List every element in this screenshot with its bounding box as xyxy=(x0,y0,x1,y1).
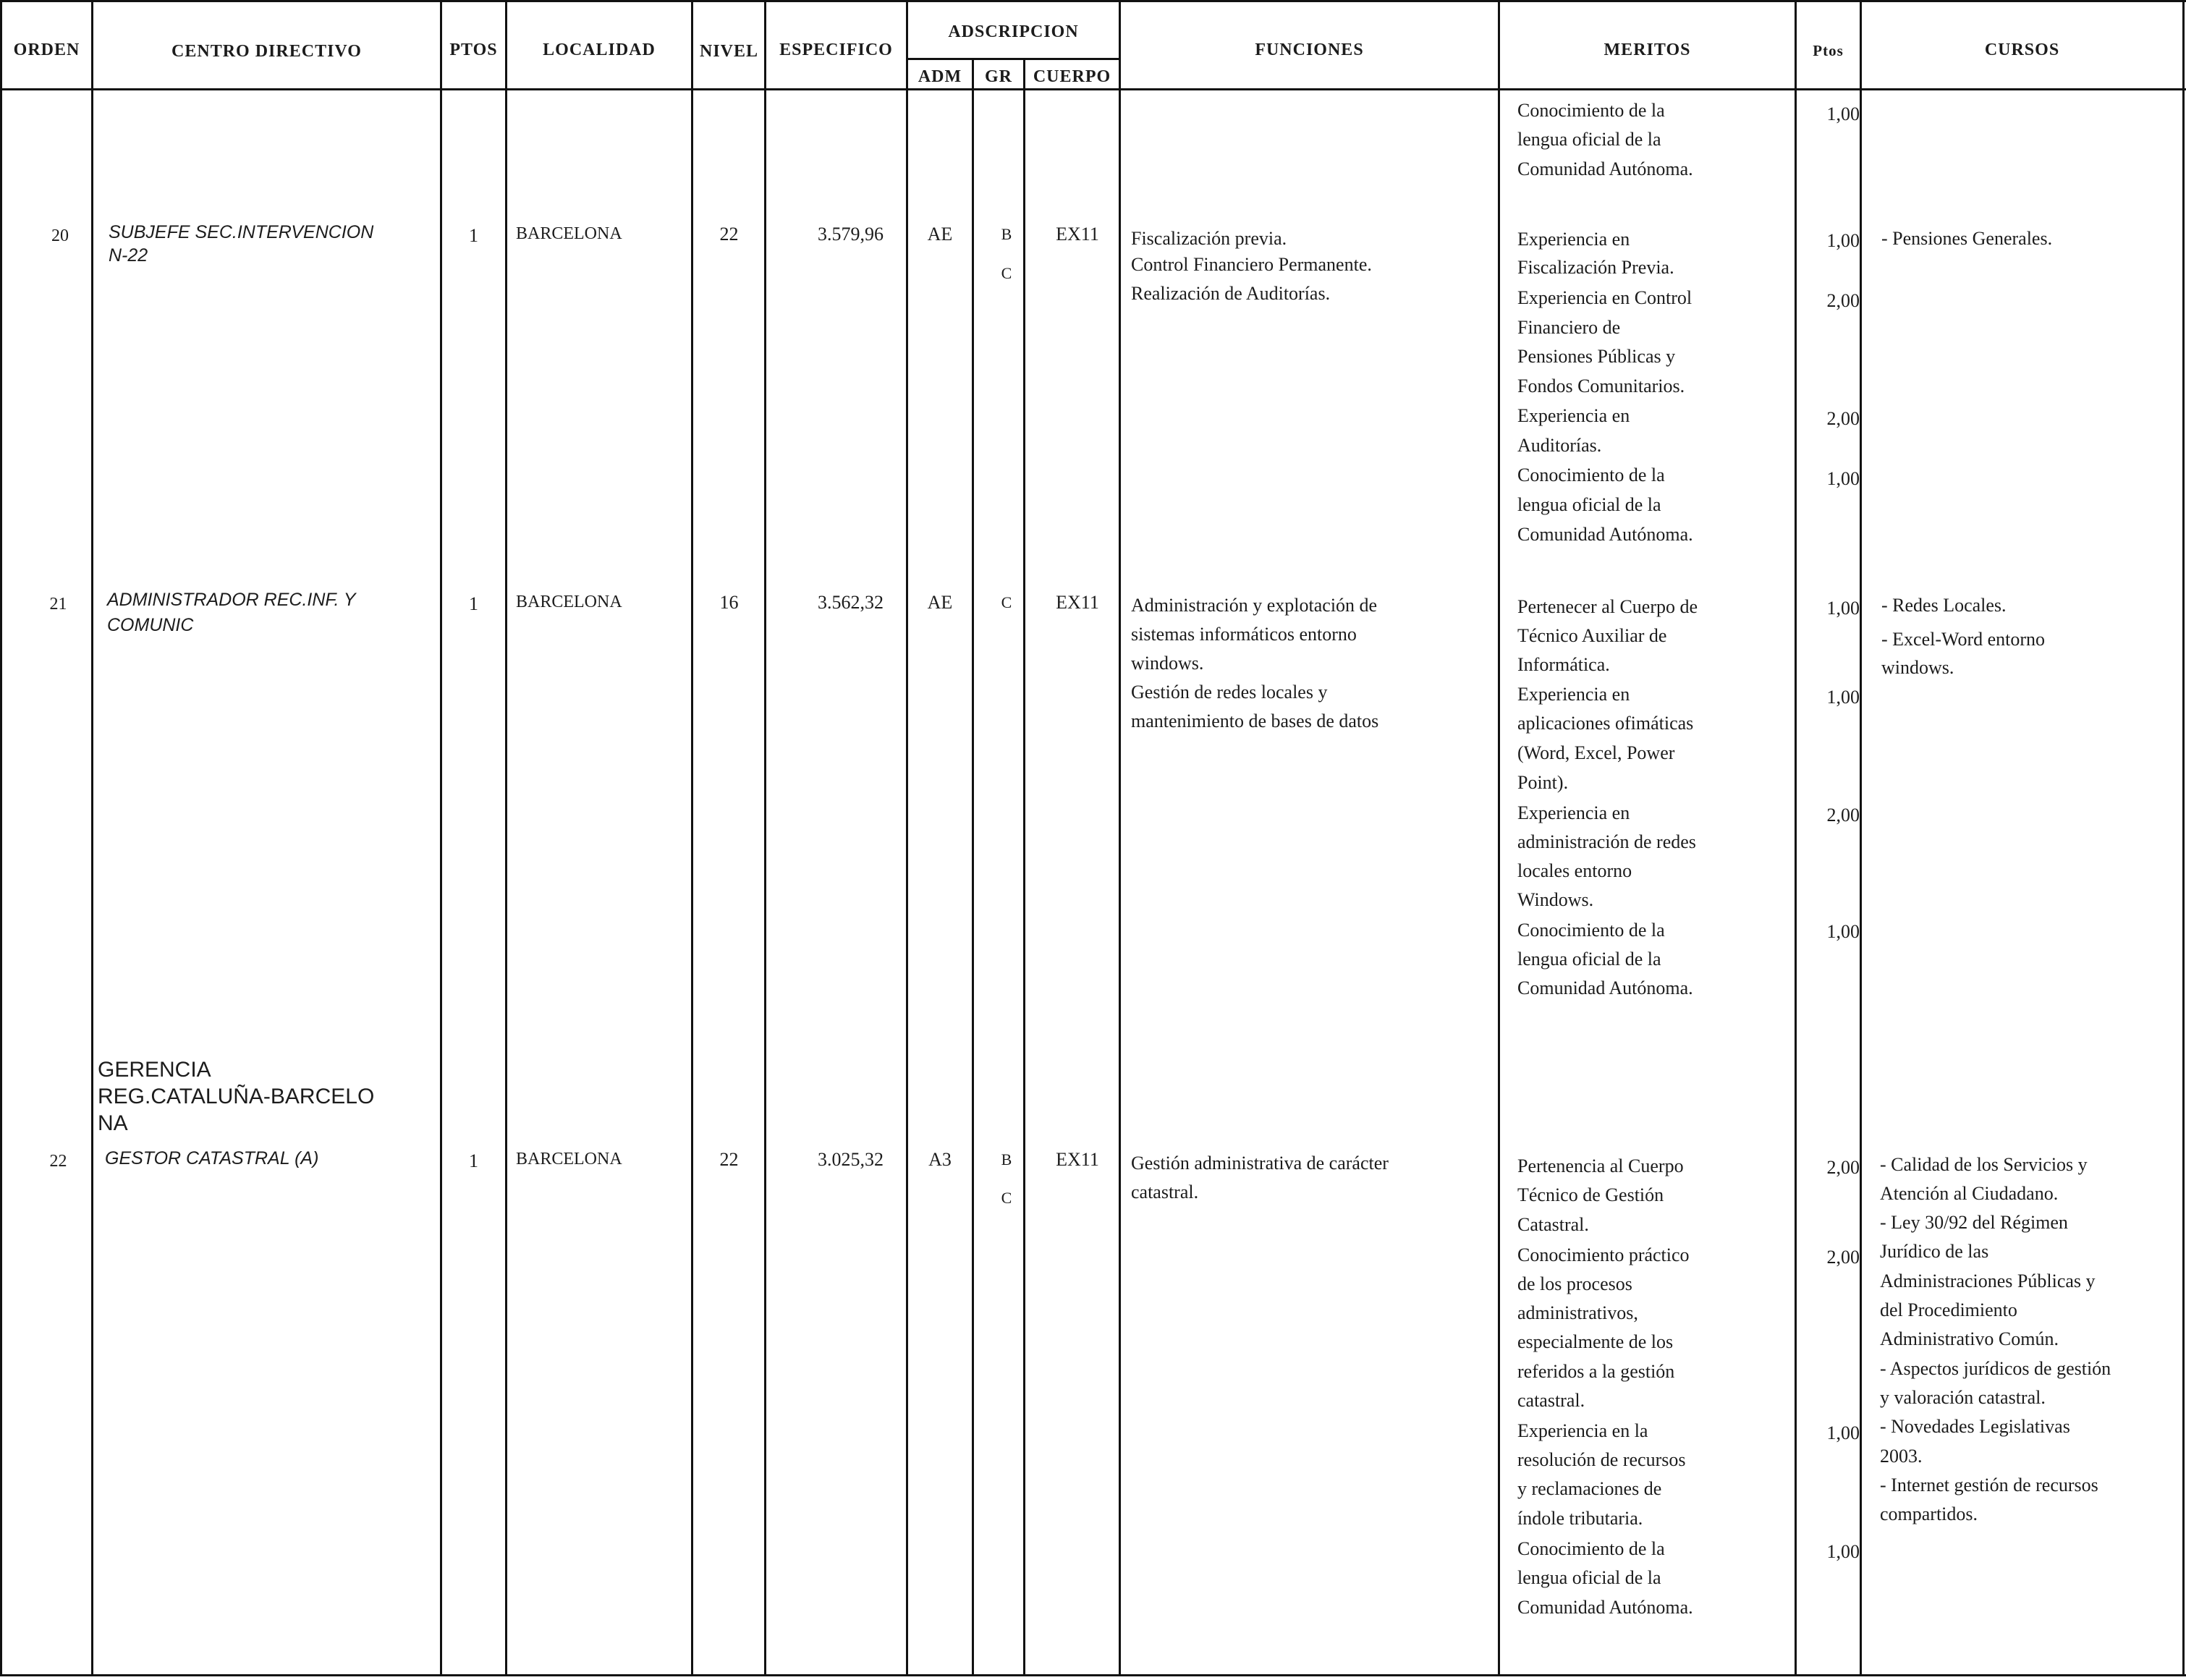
group-heading-line: GERENCIA xyxy=(98,1058,211,1082)
header-bottom-border xyxy=(0,88,2186,90)
merit-line: Auditorías. xyxy=(1517,435,1602,456)
row-orden: 22 xyxy=(49,1152,67,1171)
row-centro-line: N-22 xyxy=(109,245,148,266)
merit-line: Comunidad Autónoma. xyxy=(1517,524,1693,545)
table-top-border xyxy=(0,0,2186,2)
merit-line: Comunidad Autónoma. xyxy=(1517,977,1693,998)
curso-line: 2003. xyxy=(1880,1446,1923,1467)
row-especifico: 3.025,32 xyxy=(818,1149,884,1170)
header-cuerpo: CUERPO xyxy=(1033,67,1111,86)
row-funciones-line: catastral. xyxy=(1131,1181,1199,1202)
row-funciones-line: mantenimiento de bases de datos xyxy=(1131,710,1379,731)
header-orden: ORDEN xyxy=(13,41,80,59)
carryover-merit-line: Conocimiento de la xyxy=(1517,100,1665,121)
col-divider xyxy=(1119,0,1121,1676)
merit-line: Catastral. xyxy=(1517,1214,1589,1235)
col-divider xyxy=(972,58,974,1676)
group-heading-line: REG.CATALUÑA-BARCELO xyxy=(98,1085,375,1108)
curso-line: - Novedades Legislativas xyxy=(1880,1416,2070,1437)
row-localidad: BARCELONA xyxy=(516,224,622,243)
curso-line: - Ley 30/92 del Régimen xyxy=(1880,1212,2068,1233)
merit-points: 1,00 xyxy=(1826,921,1860,942)
row-cuerpo: EX11 xyxy=(1056,224,1099,245)
col-divider xyxy=(505,0,507,1676)
merit-points: 2,00 xyxy=(1826,408,1860,429)
merit-line: lengua oficial de la xyxy=(1517,1567,1661,1588)
row-funciones-line: Administración y explotación de xyxy=(1131,595,1378,616)
merit-points: 2,00 xyxy=(1826,290,1860,311)
curso-line: compartidos. xyxy=(1880,1503,1978,1524)
curso-line: - Calidad de los Servicios y xyxy=(1880,1154,2088,1175)
row-funciones-line: sistemas informáticos entorno xyxy=(1131,624,1357,645)
col-divider xyxy=(1498,0,1500,1676)
merit-line: resolución de recursos xyxy=(1517,1449,1686,1470)
merit-points: 1,00 xyxy=(1826,468,1860,489)
col-divider xyxy=(0,0,2,1676)
carryover-merit-line: Comunidad Autónoma. xyxy=(1517,158,1693,179)
row-gr: B xyxy=(1001,225,1012,243)
merit-line: Experiencia en xyxy=(1517,229,1630,250)
row-funciones-line: Gestión de redes locales y xyxy=(1131,682,1328,703)
merit-line: Pertenencia al Cuerpo xyxy=(1517,1155,1684,1176)
row-centro-line: COMUNIC xyxy=(107,615,194,635)
merit-line: Técnico Auxiliar de xyxy=(1517,625,1667,646)
col-divider xyxy=(91,0,93,1676)
merit-line: Experiencia en xyxy=(1517,405,1630,426)
curso-line: y valoración catastral. xyxy=(1880,1387,2046,1408)
merit-line: aplicaciones ofimáticas xyxy=(1517,713,1694,734)
row-cuerpo: EX11 xyxy=(1056,592,1099,613)
curso-line: - Aspectos jurídicos de gestión xyxy=(1880,1358,2111,1379)
header-centro-directivo: CENTRO DIRECTIVO xyxy=(171,42,362,61)
col-divider xyxy=(1795,0,1797,1676)
row-centro-line: GESTOR CATASTRAL (A) xyxy=(105,1148,319,1168)
curso-line: Administraciones Públicas y xyxy=(1880,1270,2096,1291)
header-meritos: MERITOS xyxy=(1604,41,1691,59)
merit-line: Técnico de Gestión xyxy=(1517,1184,1664,1205)
merit-line: locales entorno xyxy=(1517,860,1632,881)
header-funciones: FUNCIONES xyxy=(1255,41,1364,59)
merit-line: Conocimiento de la xyxy=(1517,920,1665,941)
row-localidad: BARCELONA xyxy=(516,1150,622,1168)
merit-line: (Word, Excel, Power xyxy=(1517,742,1675,763)
curso-line: - Internet gestión de recursos xyxy=(1880,1475,2098,1496)
merit-line: Pertenecer al Cuerpo de xyxy=(1517,596,1698,617)
table-bottom-border xyxy=(0,1674,2186,1676)
row-centro-line: SUBJEFE SEC.INTERVENCION xyxy=(109,222,374,242)
row-funciones-line: Control Financiero Permanente. xyxy=(1131,254,1372,275)
curso-line: Atención al Ciudadano. xyxy=(1880,1183,2059,1204)
merit-line: Experiencia en la xyxy=(1517,1420,1648,1441)
merit-line: administración de redes xyxy=(1517,831,1696,852)
carryover-merit-points: 1,00 xyxy=(1826,103,1860,124)
row-adm: A3 xyxy=(928,1149,952,1170)
merit-line: Windows. xyxy=(1517,889,1594,910)
header-nivel: NIVEL xyxy=(699,42,759,61)
curso-line: Jurídico de las xyxy=(1880,1241,1989,1262)
merit-line: Comunidad Autónoma. xyxy=(1517,1597,1693,1618)
merit-line: catastral. xyxy=(1517,1390,1585,1411)
col-divider xyxy=(440,0,442,1676)
merit-points: 1,00 xyxy=(1826,1541,1860,1562)
row-adm: AE xyxy=(927,224,953,245)
row-orden: 21 xyxy=(49,595,67,614)
header-adm: ADM xyxy=(918,67,962,86)
row-gr: C xyxy=(1001,593,1012,611)
curso-line: - Pensiones Generales. xyxy=(1881,228,2053,249)
merit-line: Fiscalización Previa. xyxy=(1517,257,1674,278)
row-funciones-line: windows. xyxy=(1131,653,1204,674)
merit-line: Financiero de xyxy=(1517,317,1621,338)
row-centro-line: ADMINISTRADOR REC.INF. Y xyxy=(107,590,356,610)
row-especifico: 3.579,96 xyxy=(818,224,884,245)
carryover-merit-line: lengua oficial de la xyxy=(1517,129,1661,150)
row-funciones-line: Realización de Auditorías. xyxy=(1131,283,1331,304)
subheader-divider xyxy=(906,58,1119,60)
header-cursos: CURSOS xyxy=(1984,41,2060,59)
curso-line: Administrativo Común. xyxy=(1880,1328,2059,1349)
merit-points: 1,00 xyxy=(1826,230,1860,251)
merit-line: Conocimiento de la xyxy=(1517,464,1665,485)
row-ptos: 1 xyxy=(469,225,478,246)
curso-line: del Procedimiento xyxy=(1880,1299,2017,1320)
merit-line: especialmente de los xyxy=(1517,1331,1674,1352)
row-nivel: 22 xyxy=(719,224,739,245)
col-divider xyxy=(1860,0,1862,1676)
merit-line: Experiencia en xyxy=(1517,802,1630,823)
merit-line: Conocimiento práctico xyxy=(1517,1244,1690,1265)
merit-line: Informática. xyxy=(1517,654,1610,675)
merit-line: referidos a la gestión xyxy=(1517,1361,1675,1382)
row-cuerpo: EX11 xyxy=(1056,1149,1099,1170)
merit-line: índole tributaria. xyxy=(1517,1508,1643,1529)
merit-line: de los procesos xyxy=(1517,1273,1632,1294)
merit-line: Experiencia en Control xyxy=(1517,287,1693,308)
col-divider xyxy=(764,0,766,1676)
row-orden: 20 xyxy=(51,226,69,245)
merit-line: y reclamaciones de xyxy=(1517,1478,1662,1499)
merit-line: lengua oficial de la xyxy=(1517,949,1661,970)
row-gr: C xyxy=(1001,264,1012,282)
merit-line: Experiencia en xyxy=(1517,684,1630,705)
row-nivel: 16 xyxy=(719,592,739,613)
merit-line: Fondos Comunitarios. xyxy=(1517,376,1685,396)
row-gr: B xyxy=(1001,1150,1012,1168)
row-funciones-line: Fiscalización previa. xyxy=(1131,228,1287,249)
header-especifico: ESPECIFICO xyxy=(779,41,893,59)
merit-points: 2,00 xyxy=(1826,1247,1860,1268)
merit-line: lengua oficial de la xyxy=(1517,494,1661,515)
col-divider xyxy=(1023,58,1025,1676)
merit-line: Point). xyxy=(1517,772,1569,793)
col-divider xyxy=(691,0,693,1676)
col-divider xyxy=(2182,0,2185,1676)
merit-points: 2,00 xyxy=(1826,805,1860,826)
header-ptos: PTOS xyxy=(449,41,498,59)
group-heading-line: NA xyxy=(98,1111,128,1135)
merit-line: administrativos, xyxy=(1517,1302,1638,1323)
header-localidad: LOCALIDAD xyxy=(543,41,656,59)
header-gr: GR xyxy=(985,67,1012,86)
row-adm: AE xyxy=(927,592,953,613)
row-nivel: 22 xyxy=(719,1149,739,1170)
row-especifico: 3.562,32 xyxy=(818,592,884,613)
curso-line: windows. xyxy=(1881,657,1954,678)
col-divider xyxy=(906,0,908,1676)
header-adscripcion: ADSCRIPCION xyxy=(948,22,1079,41)
row-funciones-line: Gestión administrativa de carácter xyxy=(1131,1153,1389,1174)
merit-points: 2,00 xyxy=(1826,1157,1860,1178)
row-gr: C xyxy=(1001,1189,1012,1207)
row-localidad: BARCELONA xyxy=(516,593,622,611)
merit-points: 1,00 xyxy=(1826,1422,1860,1443)
curso-line: - Redes Locales. xyxy=(1881,595,2007,616)
row-ptos: 1 xyxy=(469,593,478,614)
merit-points: 1,00 xyxy=(1826,687,1860,708)
merit-points: 1,00 xyxy=(1826,598,1860,619)
merit-line: Conocimiento de la xyxy=(1517,1538,1665,1559)
header-pts: Ptos xyxy=(1813,42,1844,59)
merit-line: Pensiones Públicas y xyxy=(1517,346,1676,367)
curso-line: - Excel-Word entorno xyxy=(1881,629,2046,650)
row-ptos: 1 xyxy=(469,1150,478,1171)
